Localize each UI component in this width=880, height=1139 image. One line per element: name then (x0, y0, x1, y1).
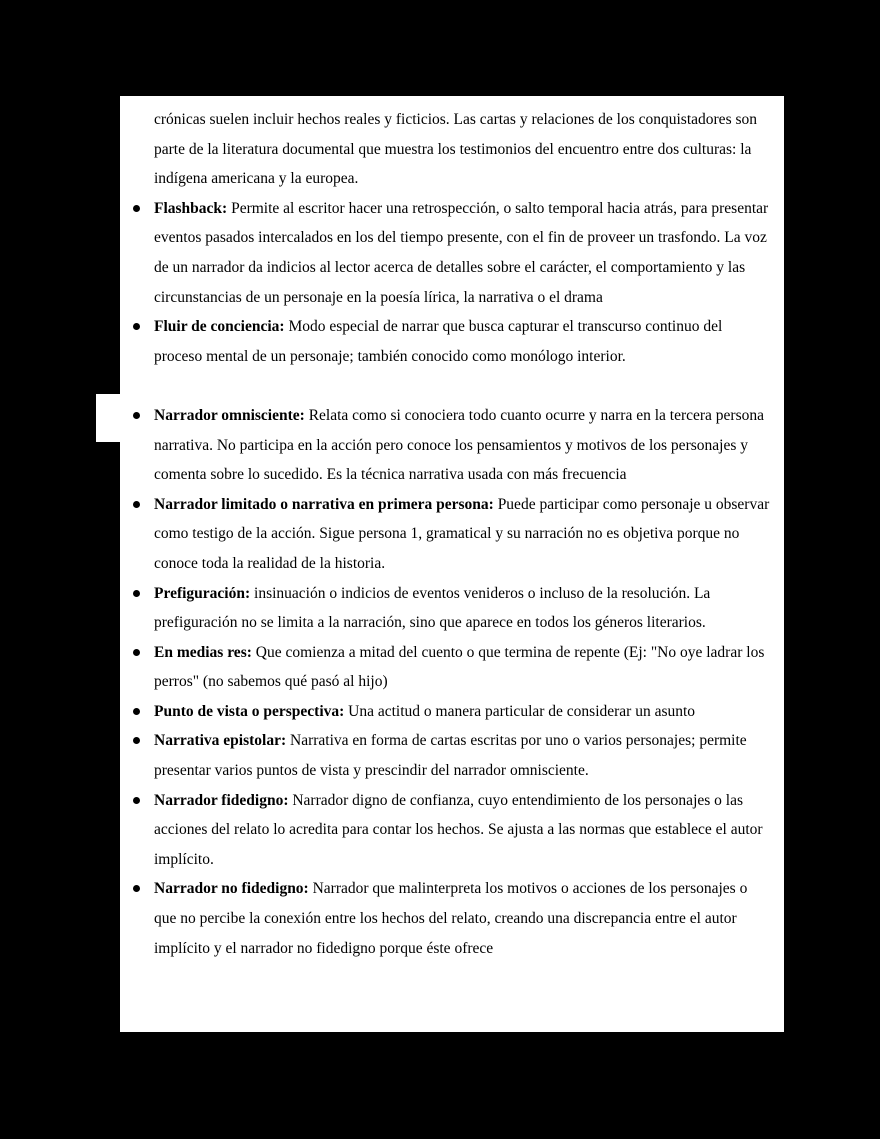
bullet-icon (133, 797, 140, 804)
document-page (120, 96, 784, 1032)
bullet-icon (133, 412, 140, 419)
term-definition: Modo especial de narrar que busca capturar el transcurso continuo del proceso mental de un personaje; también conocido como monólogo interior. (154, 318, 723, 365)
term-definition: Narrativa en forma de cartas escritas por uno o varios personajes; permite presentar varios puntos de vista y prescindir del narrador omnisciente. (154, 732, 747, 780)
term-label: Narrador omnisciente: (154, 406, 305, 424)
bullet-icon (133, 323, 140, 330)
term-definition: Una actitud o manera particular de considerar un asunto (344, 702, 696, 720)
term-definition: Puede participar como personaje u observar como testigo de la acción. Sigue persona 1, gramatical y su narración no es objetiva porque no conoce toda la realidad de la historia. (154, 495, 770, 572)
term-definition: Narrador digno de confianza, cuyo entendimiento de los personajes o las acciones del relato lo acredita para contar los hechos. Se ajusta a las normas que establece el autor implícito. (154, 791, 763, 868)
bullet-icon (133, 708, 140, 715)
list-item (154, 786, 772, 875)
bullet-icon (133, 737, 140, 744)
term-definition: Permite al escritor hacer una retrospección, o salto temporal hacia atrás, para presentar eventos pasados intercalados en los del tiempo presente, con el fin de proveer un trasfondo. La voz de un narrador da indicios al lector acerca de detalles sobre el carácter, el comportamiento y las circunstancias de un personaje en la poesía lírica, la narrativa o el drama (154, 199, 769, 306)
list-item (154, 194, 772, 312)
term-definition: insinuación o indicios de eventos venideros o incluso de la resolución. La prefiguración no se limita a la narración, sino que aparece en todos los géneros literarios. (154, 584, 711, 632)
term-label: Prefiguración: (154, 584, 251, 602)
term-label: Narrador no fidedigno: (154, 880, 309, 898)
term-definition: Que comienza a mitad del cuento o que termina de repente (Ej: "No oye ladrar los perros" (no sabemos qué pasó al hijo) (154, 643, 765, 691)
bullet-icon (133, 205, 140, 212)
list-item (154, 490, 772, 579)
list-item (154, 726, 772, 785)
term-label: Narrador fidedigno: (154, 791, 289, 809)
intro-paragraph: crónicas suelen incluir hechos reales y ficticios. Las cartas y relaciones de los conquistadores son parte de la literatura documental que muestra los testimonios del encuentro entre dos culturas: la indígena americana y la europea. (154, 111, 758, 188)
term-label: Flashback: (154, 199, 228, 217)
term-label: Fluir de conciencia: (154, 318, 285, 336)
margin-marker (96, 394, 121, 442)
list-item (154, 638, 772, 697)
bullet-icon (133, 590, 140, 597)
bullet-icon (133, 649, 140, 656)
definition-list (154, 194, 772, 963)
term-definition: Relata como si conociera todo cuanto ocurre y narra en la tercera persona narrativa. No participa en la acción pero conoce los pensamientos y motivos de los personajes y comenta sobre lo sucedido. Es la técnica narrativa usada con más frecuencia (154, 406, 764, 484)
list-item (154, 401, 772, 490)
term-label: Narrativa epistolar: (154, 732, 287, 750)
list-item (154, 697, 772, 727)
term-label: Punto de vista o perspectiva: (154, 702, 345, 720)
list-item (154, 874, 772, 963)
list-item (154, 312, 772, 371)
term-label: En medias res: (154, 643, 252, 661)
term-definition: Narrador que malinterpreta los motivos o acciones de los personajes o que no percibe la conexión entre los hechos del relato, creando una discrepancia entre el autor implícito y el narrador no fidedigno porque éste ofrece (154, 880, 748, 957)
list-item (154, 579, 772, 638)
term-label: Narrador limitado o narrativa en primera persona: (154, 495, 494, 513)
bullet-icon (133, 885, 140, 892)
bullet-icon (133, 501, 140, 508)
